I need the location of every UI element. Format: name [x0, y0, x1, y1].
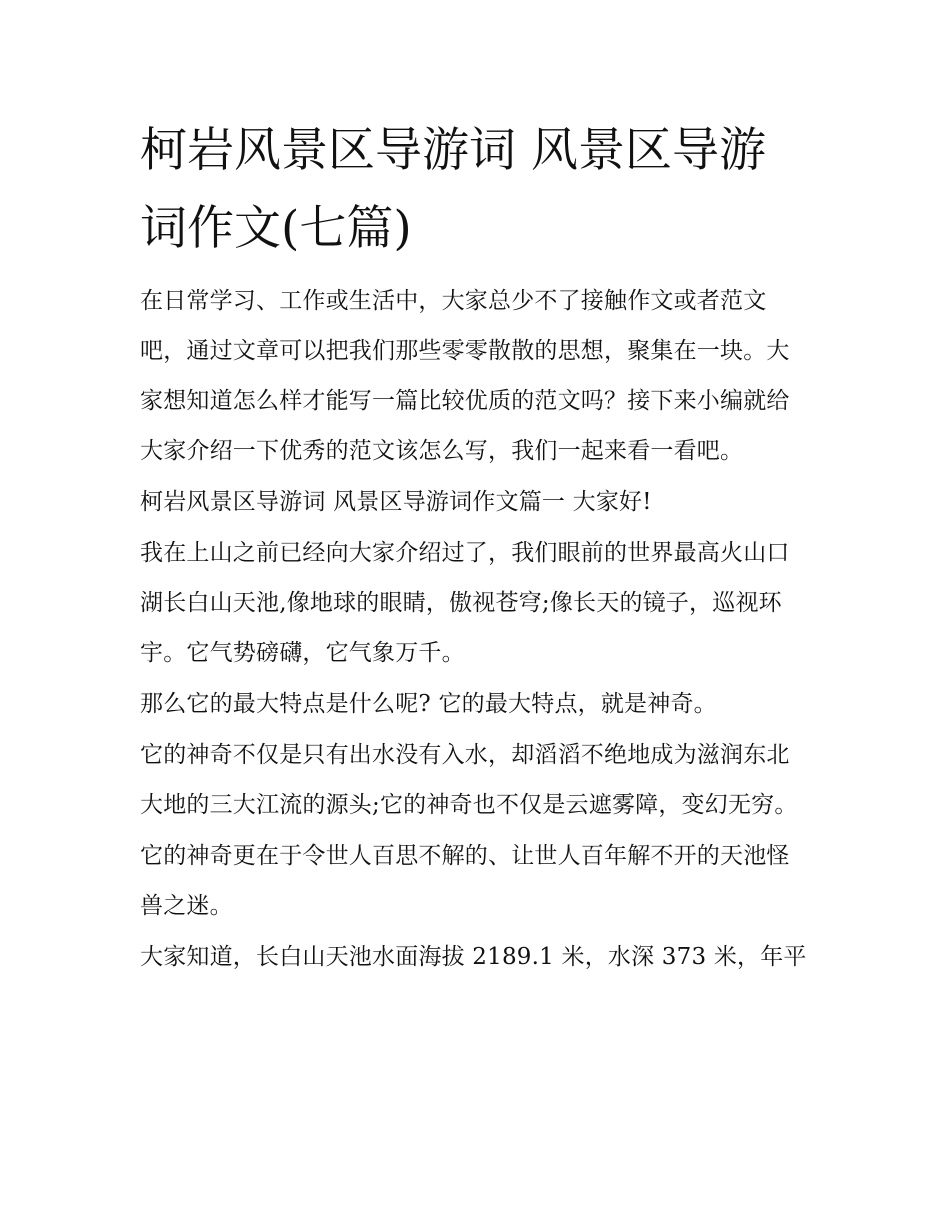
paragraph-body: 它的神奇更在于令世人百思不解的、让世人百年解不开的天池怪兽之迷。 — [140, 843, 790, 919]
paragraph-intro: 在日常学习、工作或生活中，大家总少不了接触作文或者范文吧，通过文章可以把我们那些零零散散的思想，聚集在一块。大家想知道怎么样才能写一篇比较优质的范文吗？接下来小编就给大家介绍一下优秀的范文该怎么写，我们一起来看一看吧。 — [140, 288, 790, 464]
paragraph-body: 它的神奇不仅是只有出水没有入水，却滔滔不绝地成为滋润东北大地的三大江流的源头;它的神奇也不仅是云遮雾障，变幻无穷。 — [140, 742, 798, 818]
paragraph-body: 那么它的最大特点是什么呢? 它的最大特点，就是神奇。 — [140, 691, 717, 717]
paragraph-body: 大家知道，长白山天池水面海拔 2189.1 米，水深 373 米，年平 — [140, 944, 807, 970]
document-title: 柯岩风景区导游词 风景区导游词作文(七篇) — [140, 123, 766, 256]
paragraph-section-heading: 柯岩风景区导游词 风景区导游词作文篇一 大家好! — [140, 489, 652, 515]
document-page — [140, 112, 812, 983]
paragraph-body: 我在上山之前已经向大家介绍过了，我们眼前的世界最高火山口湖长白山天池,像地球的眼睛，傲视苍穹;像长天的镜子，巡视环宇。它气势磅礴，它气象万千。 — [140, 540, 790, 666]
